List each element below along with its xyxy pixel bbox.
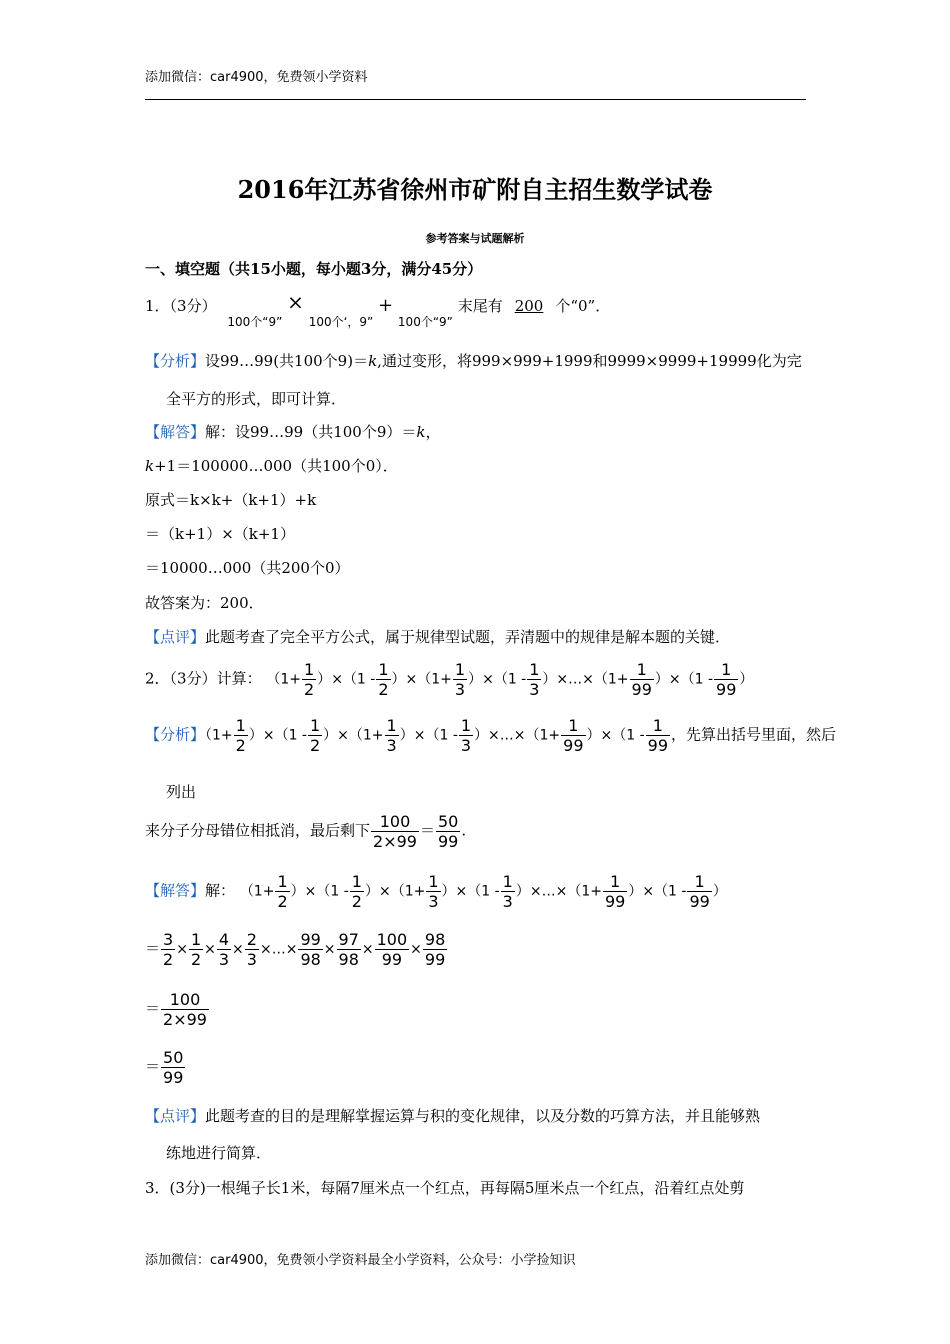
- q2-frac-d: 2×99: [373, 832, 417, 851]
- q2-frac-d: 99: [163, 1068, 184, 1087]
- q2-chain-n: 3: [163, 930, 174, 949]
- q2-frac-d: 3: [428, 892, 439, 911]
- q2-eq: ＝: [145, 939, 161, 958]
- q2-op: ）×（1 -: [468, 671, 527, 688]
- q2-analysis: [145, 716, 836, 755]
- q2-chain-n: 98: [424, 930, 446, 949]
- q1-sol-line2b: +1＝100000…000（共100个0）．: [154, 457, 398, 475]
- q2-frac-n: 1: [687, 872, 711, 892]
- q1-times: ×: [287, 290, 304, 314]
- q2-op: ）×（1 -: [317, 671, 376, 688]
- q1-analysis-cont: 全平方的形式，即可计算．: [166, 390, 347, 408]
- q1-end-pre: 末尾有: [457, 297, 503, 315]
- q2-chain-frac: [161, 930, 175, 969]
- q2-frac: [527, 660, 541, 699]
- q2-frac: [646, 716, 670, 755]
- q2-frac-d: 2: [378, 680, 389, 699]
- q2-frac: [426, 872, 440, 911]
- q1-sol-line4: ＝（k+1）×（k+1）: [145, 525, 295, 543]
- q2-op: ）×（1+: [364, 883, 426, 900]
- q1-analysis-tag: 【分析】: [145, 352, 206, 370]
- page-subtitle: 参考答案与试题解析: [425, 232, 525, 245]
- q2-frac: [161, 990, 209, 1029]
- q2-comment-text1: 此题考查的目的是理解掌握运算与积的变化规律，以及分数的巧算方法，并且能够熟: [205, 1107, 761, 1125]
- q2-step2: [145, 990, 210, 1029]
- q2-frac-n: 1: [309, 716, 321, 735]
- q2-frac-d: 3: [460, 736, 472, 755]
- q2-chain-frac: [337, 930, 361, 969]
- q2-chain-d: 2: [190, 950, 202, 969]
- q2-frac: [376, 660, 390, 699]
- q2-times: ×: [204, 941, 216, 958]
- q2-frac: [436, 812, 460, 851]
- q2-frac-n: 1: [428, 872, 439, 891]
- q1-number: 1．（3分）: [145, 297, 217, 315]
- q2-paren: （1+: [205, 727, 233, 744]
- page-title: 2016年江苏省徐州市矿附自主招生数学试卷: [237, 175, 713, 204]
- q2-frac-d: 99: [563, 736, 584, 755]
- q2-chain-frac: [298, 930, 322, 969]
- q2-frac-d: 99: [647, 736, 669, 755]
- q2-op: ）×（1 -: [399, 727, 458, 744]
- q2-frac-d: 2: [277, 892, 288, 911]
- q1-term3: 100个“9”: [397, 315, 453, 329]
- q2-frac-d: 3: [454, 680, 466, 699]
- q1-term1: 100个“9”: [227, 315, 283, 329]
- q1-sol-line2a: k: [145, 457, 155, 475]
- q2-op: ）×（1+: [391, 671, 452, 688]
- q2-op: ）×（1 -: [290, 883, 349, 900]
- q2-frac-n: 50: [163, 1048, 184, 1067]
- q1-solution-tag: 【解答】: [145, 423, 206, 441]
- q2-chain-d: 98: [300, 950, 321, 969]
- q2-analysis-after: ，先算出括号里面，然后: [671, 725, 837, 744]
- header-divider: [145, 99, 806, 100]
- q2-frac-n: 1: [460, 716, 472, 735]
- section-heading: 一、填空题（共15小题，每小题3分，满分45分）: [145, 260, 483, 278]
- q1-sol-line1b: k: [416, 423, 426, 441]
- q2-frac-n: 1: [378, 660, 389, 679]
- q2-frac-n: 1: [454, 660, 466, 679]
- page-header: 添加微信：car4900，免费领小学资料: [145, 70, 368, 85]
- q2-op: ）×（1 -: [441, 883, 500, 900]
- q2-analysis-tag: 【分析】: [145, 725, 206, 744]
- q2-chain: [145, 930, 448, 969]
- q2-frac: [350, 872, 364, 911]
- q2-chain-frac: [423, 930, 447, 969]
- q2-op: ）×…×（1+: [542, 671, 629, 688]
- q2-frac: [501, 872, 515, 911]
- q2-chain-frac: [189, 930, 203, 969]
- q2-op: ）×（1 -: [248, 727, 307, 744]
- q2-frac-n: 1: [630, 660, 654, 680]
- q2-op: ）×（1 -: [628, 883, 687, 900]
- q2-paren: （1+: [266, 671, 302, 688]
- q2-frac-n: 100: [371, 812, 419, 832]
- q1-comment-text: 此题考查了完全平方公式，属于规律型试题，弄清题中的规律是解本题的关键．: [205, 628, 731, 646]
- q2-comment: [145, 1105, 760, 1126]
- q2-op: ）×…×（1+: [474, 727, 561, 744]
- q1-plus: +: [378, 295, 394, 316]
- q2-chain-frac: [245, 930, 259, 969]
- q1-sol-line3: 原式＝k×k+（k+1）+k: [145, 491, 317, 509]
- q1-analysis: [145, 350, 802, 371]
- q2-eq: ＝: [419, 821, 435, 840]
- q2-frac-d: 3: [529, 680, 540, 699]
- q2-frac-d: 3: [502, 892, 513, 911]
- q2-chain-d: 2: [163, 950, 174, 969]
- q2-times: ×: [259, 941, 272, 958]
- q2-sol-pre: 解：: [205, 881, 236, 900]
- q2-comment-cont: 练地进行简算．: [166, 1144, 272, 1162]
- q2-op: ）×（1 -: [654, 671, 714, 688]
- q2-chain-n: 99: [300, 930, 321, 949]
- q2-frac-d: 2×99: [163, 1010, 207, 1029]
- q2-frac-n: 1: [714, 660, 738, 680]
- q2-frac-n: 50: [437, 812, 459, 831]
- q1-end-post: 个“0”．: [555, 297, 611, 315]
- q2-times: ×: [285, 941, 298, 958]
- q2-frac-n: 1: [235, 716, 246, 735]
- q1-sol-line5: ＝10000…000（共200个0）: [145, 559, 350, 577]
- q2-frac: [561, 716, 585, 755]
- q2-chain-d: 3: [218, 950, 230, 969]
- q2-frac-d: 2: [309, 736, 321, 755]
- q1-comment-tag: 【点评】: [145, 628, 206, 646]
- q2-frac-d: 99: [716, 680, 737, 699]
- q2-chain-d: 98: [338, 950, 359, 969]
- q2-frac-d: 2: [304, 680, 315, 699]
- q3-question: 3．(3分)一根绳子长1米，每隔7厘米点一个红点，再每隔5厘米点一个红点，沿着红点处剪: [145, 1179, 745, 1197]
- q2-frac-n: 1: [386, 716, 397, 735]
- q2-chain-frac: [375, 930, 410, 969]
- q2-chain-frac: [217, 930, 231, 969]
- q2-times: ×: [232, 941, 244, 958]
- q2-frac: [371, 812, 419, 851]
- q2-solution-tag: 【解答】: [145, 881, 206, 900]
- q2-frac-n: 1: [646, 716, 670, 736]
- q2-op: ）×（1+: [323, 727, 384, 744]
- q2-op: ）: [739, 671, 754, 688]
- q1-term2: 100个‘，9”: [308, 315, 374, 329]
- q2-times: ×: [410, 941, 422, 958]
- q2-solution: [145, 872, 727, 911]
- q2-chain-n: 1: [190, 930, 202, 949]
- q2-paren: （1+: [239, 883, 275, 900]
- q1-sol-line6: 故答案为：200．: [145, 594, 264, 612]
- q2-analysis-result: [145, 812, 466, 851]
- page-footer: 添加微信：car4900，免费领小学资料最全小学资料，公众号：小学捡知识: [145, 1253, 576, 1268]
- q2-analysis-cont: 列出: [166, 783, 197, 801]
- q2-op: ）×（1 -: [586, 727, 645, 744]
- q1-sol-line1c: ，: [425, 423, 441, 441]
- q2-frac-d: 2: [351, 892, 362, 911]
- q2-dots: …: [271, 941, 286, 958]
- q1-comment: [145, 626, 730, 647]
- q2-frac: [714, 660, 738, 699]
- q2-frac-d: 99: [437, 832, 459, 851]
- q2-frac-n: 100: [161, 990, 209, 1010]
- q2-question: [145, 660, 753, 699]
- q2-times: ×: [323, 941, 336, 958]
- q1-answer: 200: [514, 297, 544, 315]
- q2-frac: [603, 872, 627, 911]
- q2-number: 2．（3分）计算：: [145, 669, 262, 688]
- q2-eq: ＝: [145, 1057, 161, 1076]
- q2-op: ）: [712, 883, 727, 900]
- q2-frac-d: 99: [631, 680, 652, 699]
- q1-sol-line2: [145, 455, 398, 476]
- q2-frac: [687, 872, 711, 911]
- q2-frac-d: 99: [689, 892, 710, 911]
- q2-frac: [275, 872, 289, 911]
- q2-chain-n: 97: [338, 930, 359, 949]
- q1-analysis-text1: 设99…99(共100个9)＝: [205, 352, 369, 370]
- q2-chain-n: 100: [376, 930, 408, 949]
- q2-frac-d: 3: [386, 736, 397, 755]
- q2-chain-d: 99: [381, 950, 403, 969]
- q2-frac-n: 1: [304, 660, 315, 679]
- q2-frac: [453, 660, 467, 699]
- q2-frac-n: 1: [561, 716, 585, 736]
- q1-sol-line1a: 解：设99…99（共100个9）＝: [205, 423, 417, 441]
- q2-times: ×: [176, 941, 188, 958]
- q2-frac: [459, 716, 473, 755]
- q2-frac: [385, 716, 399, 755]
- q2-frac-n: 1: [277, 872, 288, 891]
- q1-analysis-text2: ,通过变形，将999×999+1999和9999×9999+19999化为完: [377, 352, 802, 370]
- q2-frac-n: 1: [603, 872, 627, 892]
- q2-frac-n: 1: [351, 872, 362, 891]
- q1-solution: [145, 421, 440, 442]
- q2-frac: [308, 716, 322, 755]
- q2-period: .: [461, 821, 467, 840]
- q2-op: ）×…×（1+: [515, 883, 602, 900]
- q2-times: ×: [361, 941, 374, 958]
- q2-comment-tag: 【点评】: [145, 1107, 206, 1125]
- q2-frac-n: 1: [529, 660, 540, 679]
- q2-frac: [302, 660, 316, 699]
- q2-frac-d: 99: [604, 892, 626, 911]
- q2-frac: [630, 660, 654, 699]
- q2-frac-d: 2: [235, 736, 246, 755]
- q2-chain-d: 99: [424, 950, 446, 969]
- q2-chain-n: 4: [218, 930, 230, 949]
- q2-analysis-text3: 来分子分母错位相抵消，最后剩下: [145, 821, 371, 840]
- q1-analysis-k: k: [368, 352, 378, 370]
- q2-chain-d: 3: [246, 950, 257, 969]
- q2-frac-n: 1: [502, 872, 513, 891]
- q2-chain-n: 2: [246, 930, 257, 949]
- q2-eq: ＝: [145, 999, 161, 1018]
- q2-frac: [161, 1048, 185, 1087]
- q1-question: [145, 290, 611, 329]
- q2-step3: [145, 1048, 186, 1087]
- q2-frac: [234, 716, 248, 755]
